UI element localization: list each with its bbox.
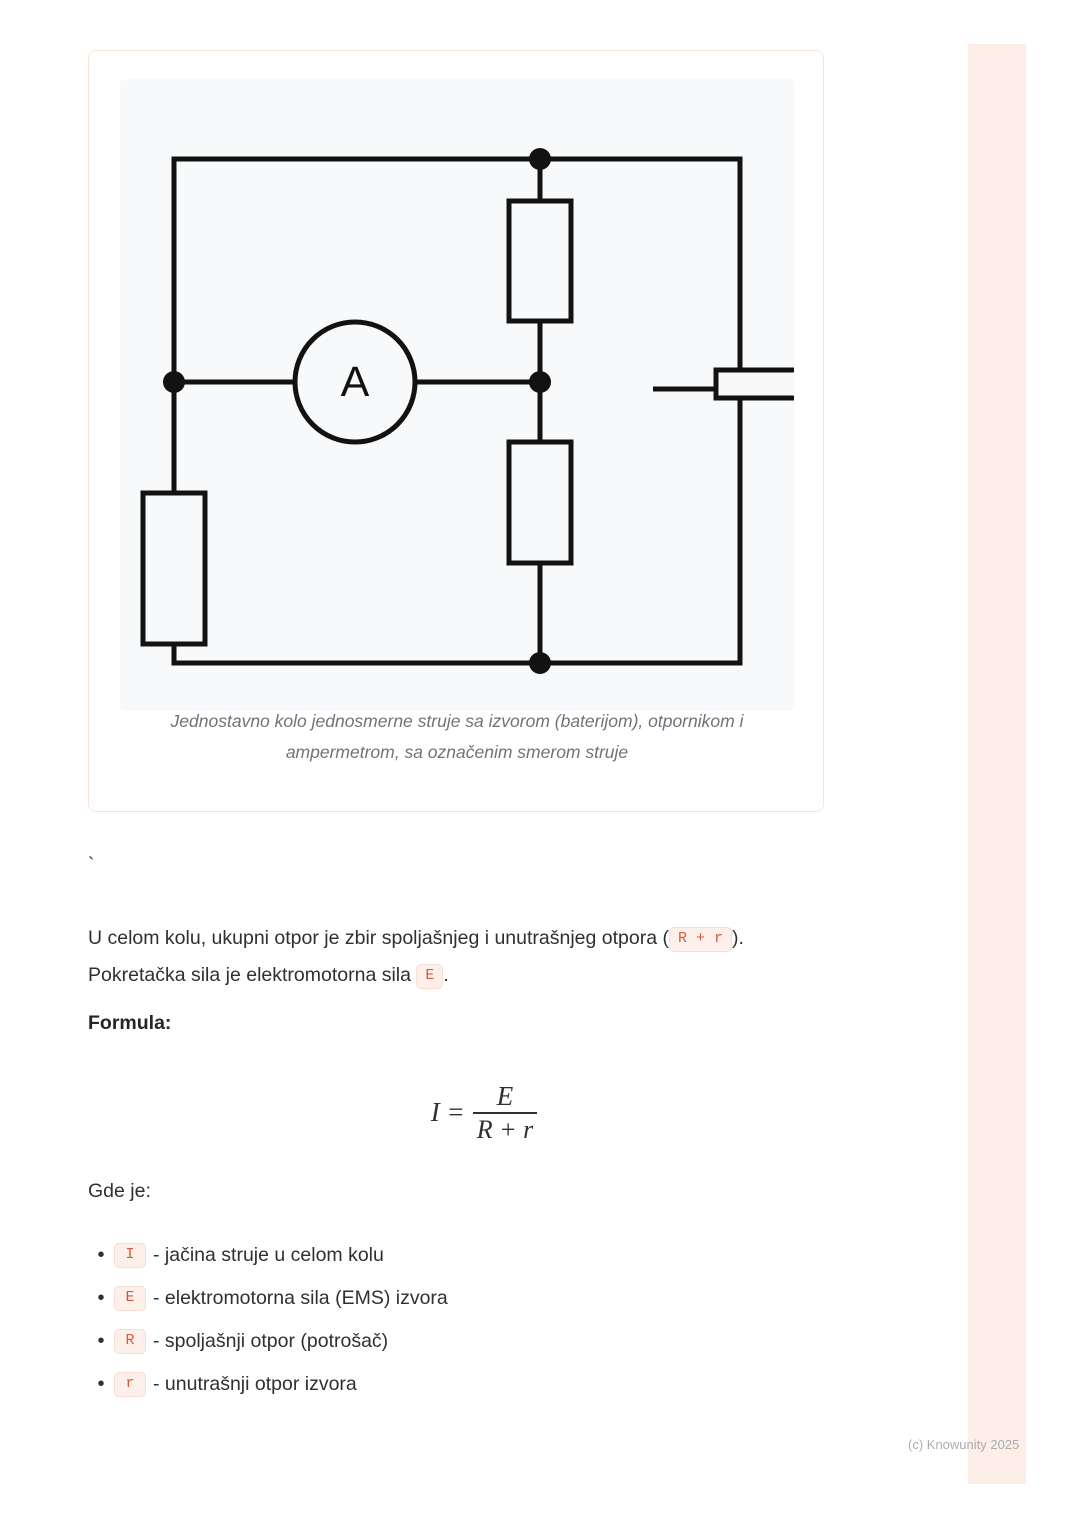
definition-text-r: - unutrašnji otpor izvora xyxy=(153,1373,357,1395)
junction-dot-middle xyxy=(529,371,551,393)
code-symbol-E: E xyxy=(114,1286,146,1311)
definition-text-R: - spoljašnji otpor (potrošač) xyxy=(153,1330,389,1352)
ammeter-label: A xyxy=(340,358,370,406)
intro-paragraph-line2 xyxy=(88,957,828,994)
formula-equation xyxy=(431,1082,538,1143)
list-item xyxy=(88,1234,828,1277)
bullet-icon: • xyxy=(97,1244,105,1266)
list-item xyxy=(88,1277,828,1320)
figure-card xyxy=(88,50,824,812)
resistor-middle-bottom xyxy=(509,442,571,563)
page-side-band-inner xyxy=(972,44,1024,1484)
formula-denominator: R + r xyxy=(476,1114,534,1144)
stray-backtick: ` xyxy=(88,855,95,876)
junction-dot-bottom xyxy=(529,652,551,674)
circuit-diagram xyxy=(120,79,794,711)
formula-block xyxy=(0,1082,968,1143)
intro-text-part2: ). xyxy=(732,927,744,949)
formula-fraction xyxy=(473,1082,538,1143)
definition-text-I: - jačina struje u celom kolu xyxy=(153,1244,384,1266)
intro-line2-text: Pokretačka sila je elektromotorna sila xyxy=(88,964,417,986)
intro-paragraph xyxy=(88,920,828,994)
definition-list xyxy=(88,1234,828,1406)
resistor-top xyxy=(509,201,571,321)
code-total-resistance: R + r xyxy=(669,927,732,952)
code-symbol-I: I xyxy=(114,1243,146,1268)
bullet-icon: • xyxy=(97,1330,105,1352)
list-item xyxy=(88,1320,828,1363)
code-symbol-r: r xyxy=(114,1372,146,1397)
intro-line2-period: . xyxy=(443,964,449,986)
bullet-icon: • xyxy=(97,1373,105,1395)
code-symbol-R: R xyxy=(114,1329,146,1354)
intro-text-part1: U celom kolu, ukupni otpor je zbir spoljašnjeg i unutrašnjeg otpora ( xyxy=(88,927,669,949)
legend-intro: Gde je: xyxy=(88,1180,151,1202)
definition-text-E: - elektromotorna sila (EMS) izvora xyxy=(153,1287,448,1309)
list-item xyxy=(88,1363,828,1406)
resistor-left xyxy=(143,493,205,644)
code-emf: E xyxy=(416,964,443,989)
formula-heading: Formula: xyxy=(88,1012,172,1034)
copyright-footer: (c) Knowunity 2025 xyxy=(908,1437,1020,1452)
formula-lhs: I = xyxy=(430,1097,465,1128)
bullet-icon: • xyxy=(97,1287,105,1309)
battery-symbol xyxy=(653,370,794,398)
junction-dot-left xyxy=(163,371,185,393)
junction-dot-top xyxy=(529,148,551,170)
figure-caption: Jednostavno kolo jednosmerne struje sa izvorom (baterijom), otpornikom i ampermetrom, sa označenim smerom struje xyxy=(170,711,744,762)
formula-numerator: E xyxy=(496,1081,514,1111)
